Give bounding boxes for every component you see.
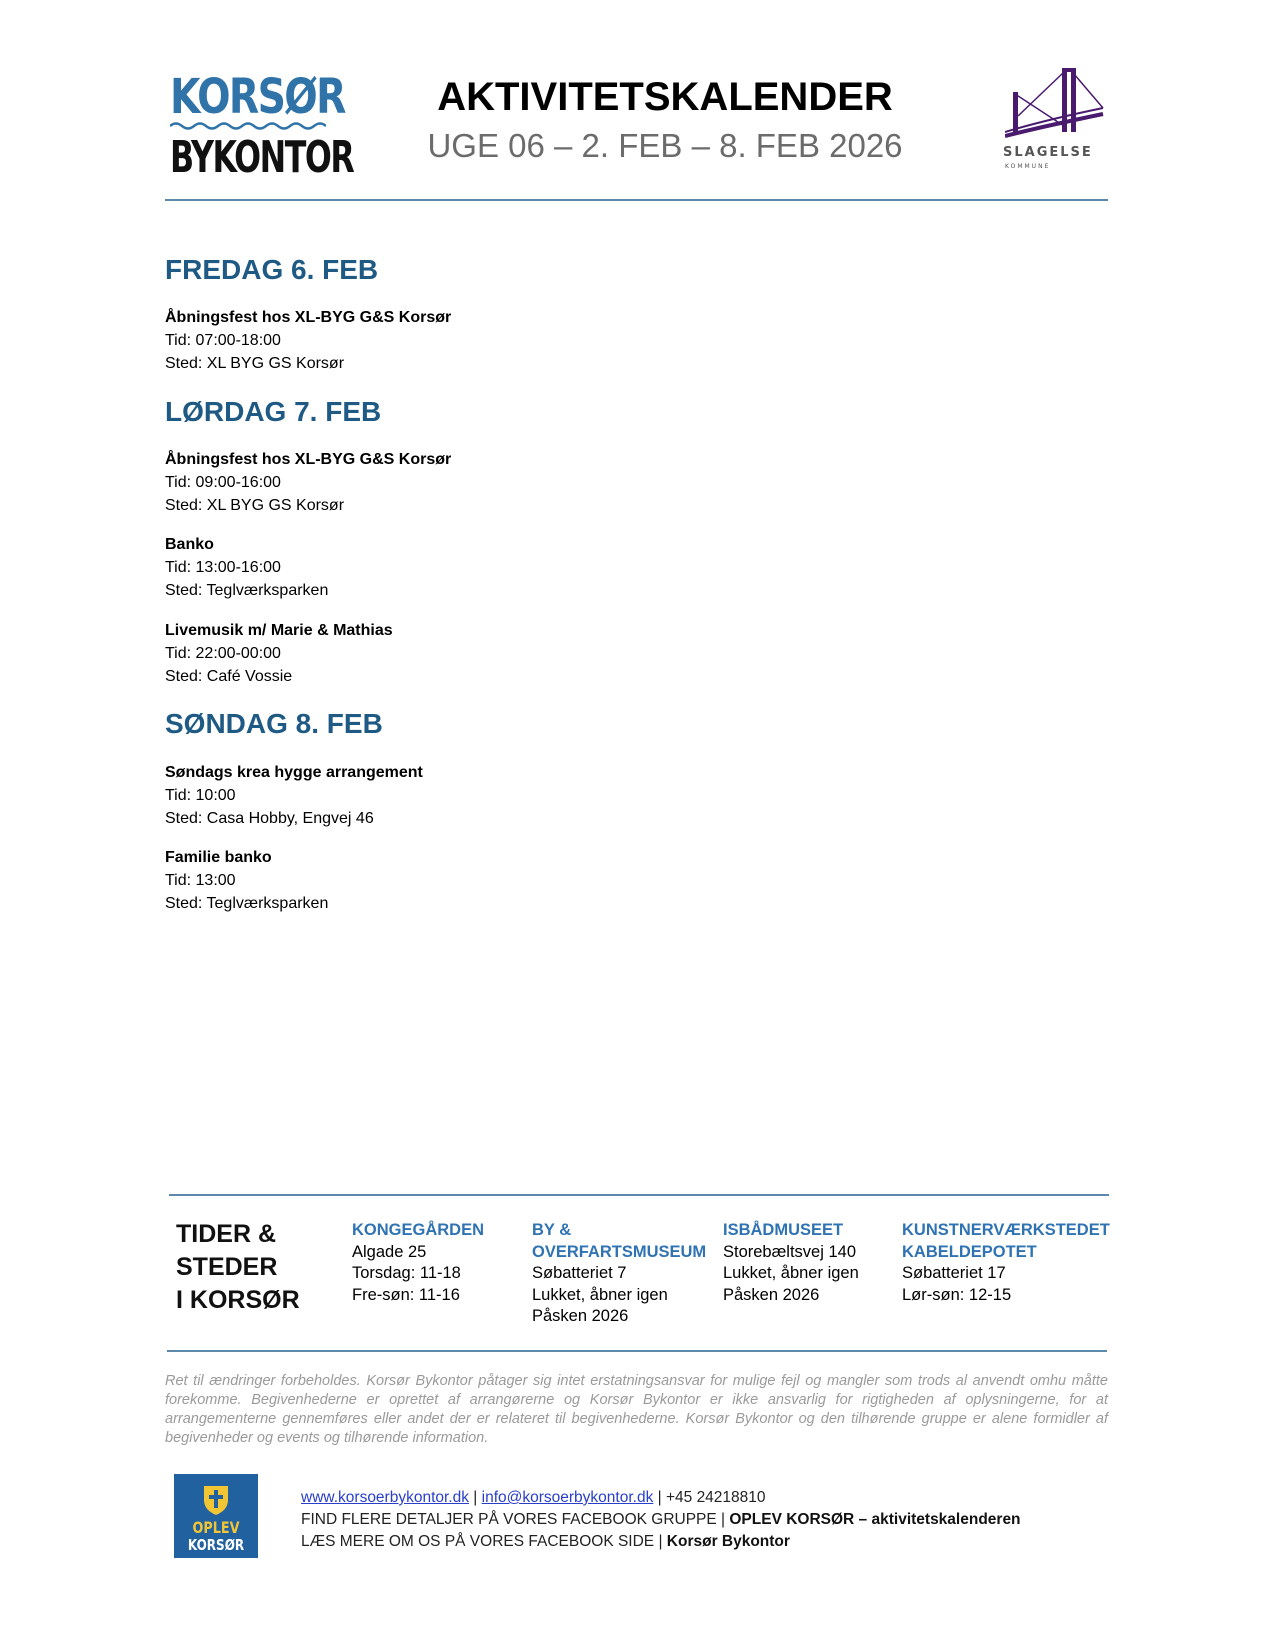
bridge-icon bbox=[1005, 66, 1105, 146]
venue-line: Fre-søn: 11-16 bbox=[352, 1285, 460, 1304]
venue-name: BY & bbox=[532, 1221, 572, 1239]
day-heading-friday: FREDAG 6. FEB bbox=[165, 254, 379, 285]
event-place: Sted: XL BYG GS Korsør bbox=[165, 355, 345, 372]
venue-line: Påsken 2026 bbox=[532, 1307, 629, 1325]
disclaimer-text: Ret til ændringer forbeholdes. Korsør Bykontor påtager sig intet erstatningsansvar for mulige fejl og mangler som trods al anvendt omhu måtte forekomme. Begivenhederne er oprettet af arrangørerne og Korsør Bykontor er ikke ansvarlig for rigtigheden af oplysningerne, for at arrangementerne gennemføres eller andet der er relateret til begivenhederne. Korsør Bykontor og den tilhørende gruppe er alene formidler af begivenheder og events og tilhørende information. bbox=[165, 1373, 1108, 1446]
venue-line: Lør-søn: 12-15 bbox=[902, 1285, 1012, 1304]
event-title: Åbningsfest hos XL-BYG G&S Korsør bbox=[165, 451, 452, 468]
oplev-korsor-logo bbox=[174, 1474, 258, 1558]
logo-text-bottom: BYKONTOR bbox=[170, 132, 354, 183]
email-link[interactable]: info@korsoerbykontor.dk bbox=[481, 1489, 654, 1506]
event-item bbox=[165, 619, 393, 688]
venue-name: OVERFARTSMUSEUM bbox=[532, 1242, 707, 1261]
venue-kongegaarden bbox=[352, 1220, 484, 1306]
fb-group-name: OPLEV KORSØR – aktivitetskalenderen bbox=[729, 1511, 1021, 1528]
fb-page-name: Korsør Bykontor bbox=[666, 1533, 790, 1550]
shield-icon bbox=[202, 1484, 230, 1516]
contact-line-3 bbox=[301, 1531, 1021, 1553]
contact-line-1 bbox=[301, 1487, 1021, 1509]
venue-line: Søbatteriet 7 bbox=[532, 1264, 627, 1282]
event-item bbox=[165, 448, 451, 517]
event-item bbox=[165, 761, 423, 830]
venue-kunstnervaerkstedet bbox=[902, 1220, 1110, 1306]
event-time: Tid: 10:00 bbox=[165, 787, 236, 804]
venue-line: Algade 25 bbox=[352, 1242, 427, 1261]
oplev-logo-line2: KORSØR bbox=[187, 1536, 245, 1554]
event-title: Familie banko bbox=[165, 849, 272, 866]
oplev-logo-line1: OPLEV bbox=[192, 1518, 240, 1537]
venue-line: Påsken 2026 bbox=[723, 1285, 820, 1304]
event-item bbox=[165, 846, 328, 915]
venue-isbaadmuseet bbox=[723, 1220, 859, 1306]
event-place: Sted: Teglværksparken bbox=[165, 582, 329, 599]
event-time: Tid: 13:00 bbox=[165, 872, 236, 889]
venue-line: Lukket, åbner igen bbox=[723, 1264, 859, 1282]
event-title: Banko bbox=[165, 536, 214, 553]
day-heading-saturday: LØRDAG 7. FEB bbox=[165, 396, 382, 427]
event-title: Livemusik m/ Marie & Mathias bbox=[165, 622, 393, 639]
contact-line-2 bbox=[301, 1509, 1021, 1531]
korsor-bykontor-logo bbox=[170, 69, 354, 183]
fb-group-text: FIND FLERE DETALJER PÅ VORES FACEBOOK GRUPPE | bbox=[301, 1511, 730, 1528]
venue-line: Søbatteriet 17 bbox=[902, 1264, 1006, 1282]
tider-line: I KORSØR bbox=[176, 1286, 300, 1314]
footer-divider-bottom bbox=[167, 1350, 1107, 1352]
venue-by-overfartsmuseum bbox=[532, 1220, 706, 1328]
event-place: Sted: XL BYG GS Korsør bbox=[165, 497, 345, 514]
event-time: Tid: 07:00-18:00 bbox=[165, 332, 281, 349]
logo-text-top: KORSØR bbox=[170, 69, 345, 125]
venue-name: KONGEGÅRDEN bbox=[352, 1221, 485, 1239]
venue-line: Lukket, åbner igen bbox=[532, 1285, 668, 1304]
event-place: Sted: Café Vossie bbox=[165, 668, 293, 685]
event-place: Sted: Casa Hobby, Engvej 46 bbox=[165, 810, 374, 827]
venue-line: Storebæltsvej 140 bbox=[723, 1242, 856, 1261]
venue-name: KUNSTNERVÆRKSTEDET bbox=[902, 1221, 1110, 1239]
event-item bbox=[165, 533, 328, 602]
contact-block bbox=[301, 1487, 1021, 1553]
venue-name: ISBÅDMUSEET bbox=[723, 1221, 844, 1239]
page-subtitle: UGE 06 – 2. FEB – 8. FEB 2026 bbox=[427, 127, 903, 164]
header-divider bbox=[165, 199, 1108, 201]
venue-line: Torsdag: 11-18 bbox=[352, 1264, 461, 1282]
event-place: Sted: Teglværksparken bbox=[165, 895, 329, 912]
slagelse-kommune-logo bbox=[1005, 66, 1105, 176]
separator: | bbox=[469, 1489, 482, 1506]
tider-steder-heading bbox=[176, 1218, 300, 1317]
event-title: Åbningsfest hos XL-BYG G&S Korsør bbox=[165, 309, 452, 326]
fb-page-text: LÆS MERE OM OS PÅ VORES FACEBOOK SIDE | bbox=[301, 1533, 667, 1550]
phone-number: | +45 24218810 bbox=[653, 1489, 766, 1506]
website-link[interactable]: www.korsoerbykontor.dk bbox=[301, 1489, 469, 1506]
event-item bbox=[165, 306, 451, 375]
event-title: Søndags krea hygge arrangement bbox=[165, 764, 423, 781]
event-time: Tid: 09:00-16:00 bbox=[165, 474, 281, 491]
event-time: Tid: 22:00-00:00 bbox=[165, 645, 281, 662]
venue-name: KABELDEPOTET bbox=[902, 1242, 1037, 1261]
page-title: AKTIVITETSKALENDER bbox=[437, 75, 893, 119]
day-heading-sunday: SØNDAG 8. FEB bbox=[165, 708, 383, 739]
event-time: Tid: 13:00-16:00 bbox=[165, 559, 281, 576]
tider-line: TIDER & bbox=[176, 1220, 276, 1248]
slagelse-logo-name: SLAGELSE bbox=[1003, 145, 1093, 160]
slagelse-logo-sub: KOMMUNE bbox=[1005, 163, 1051, 170]
tider-line: STEDER bbox=[176, 1253, 278, 1281]
footer-divider-top bbox=[169, 1194, 1109, 1196]
